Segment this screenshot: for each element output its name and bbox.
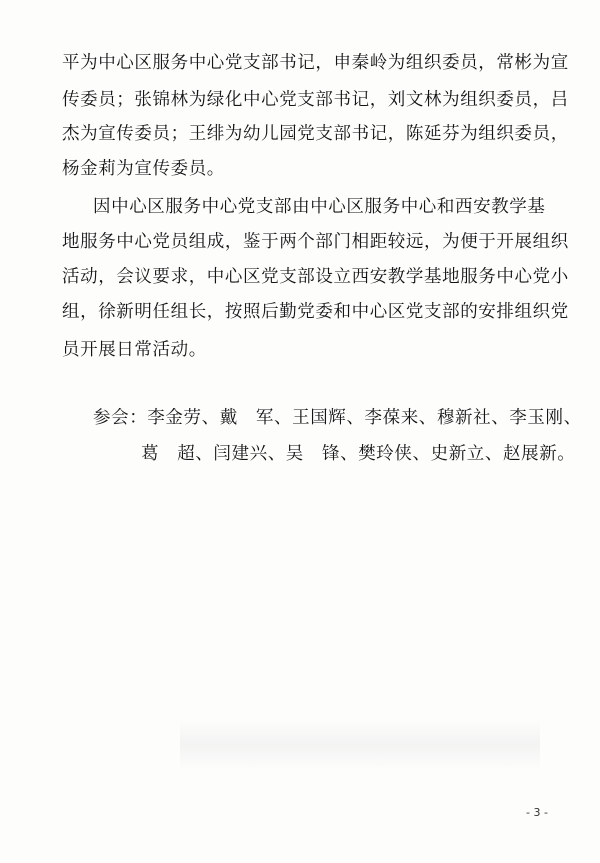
show-through-shadow bbox=[180, 720, 540, 770]
paragraph-2-line-1: 因中心区服务中心党支部由中心区服务中心和西安教学基 bbox=[93, 197, 546, 217]
paragraph-1-line-2: 传委员；张锦林为绿化中心党支部书记，刘文林为组织委员，吕 bbox=[62, 90, 569, 110]
paragraph-1-line-1: 平为中心区服务中心党支部书记，申秦岭为组织委员，常彬为宣 bbox=[62, 53, 569, 73]
attendees-line-2: 葛 超、闫建兴、吴 锋、樊玲侠、史新立、赵展新。 bbox=[141, 444, 576, 464]
paragraph-1-line-3: 杰为宣传委员；王绯为幼儿园党支部书记，陈延芬为组织委员， bbox=[62, 124, 569, 144]
attendees-line-1: 参会：李金劳、戴 军、王国辉、李葆来、穆新社、李玉刚、 bbox=[93, 408, 582, 428]
paragraph-2-line-5: 员开展日常活动。 bbox=[62, 340, 207, 360]
paragraph-2-line-2: 地服务中心党员组成，鉴于两个部门相距较远，为便于开展组织 bbox=[62, 232, 569, 252]
paragraph-1-line-4: 杨金莉为宣传委员。 bbox=[62, 159, 225, 179]
paragraph-2-line-4: 组，徐新明任组长，按照后勤党委和中心区党支部的安排组织党 bbox=[62, 302, 569, 322]
page-number: - 3 - bbox=[526, 806, 548, 819]
paragraph-2-line-3: 活动，会议要求，中心区党支部设立西安教学基地服务中心党小 bbox=[62, 267, 569, 287]
